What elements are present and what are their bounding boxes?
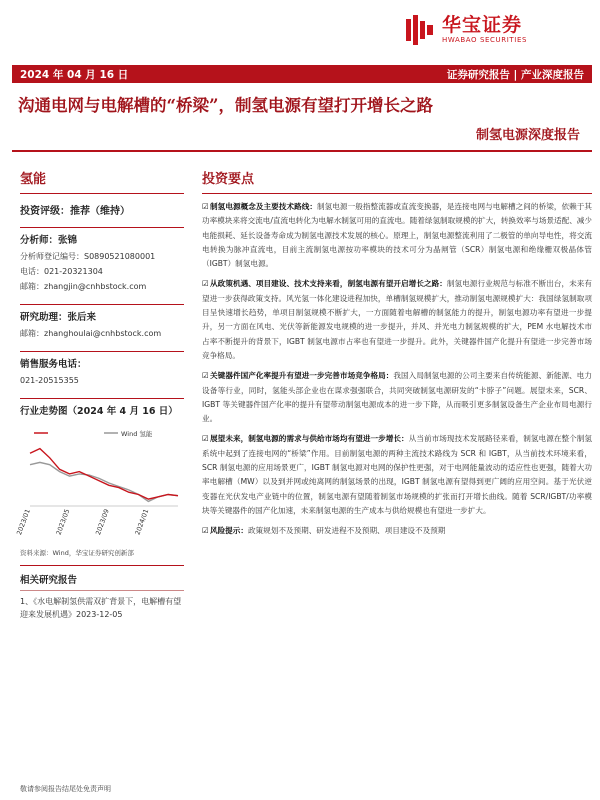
highlight-paragraph	[202, 369, 592, 426]
assistant-info	[20, 304, 184, 341]
series-line	[30, 449, 178, 500]
x-tick-label: 2023/05	[54, 507, 72, 537]
paragraph-body: 制氢电源行业规范与标准不断出台，未来有望进一步获得政策支持。风光氢一体化建设进程加快，单槽制氢规模扩大，推动制氢电源规模扩大：我国绿氢制取项目呈快速增长趋势，单项目制氢规模不断扩大，一方面随着电解槽的制氢能力的提升，制氢电源功率有望进一步提升，另一方面在风电、光伏等新能源发电规模的进一步提升，并风、并光电力制氢规模的扩大，PEM 水电解技术市占率不断提升的背景下，IGBT 制氢电源市占率也有望进一步提升。此外，关键器件国产化提升有望进一步完善市场竞争格局。	[202, 279, 593, 360]
brand-mark-icon	[404, 15, 436, 45]
sidebar	[15, 168, 184, 621]
check-mark-icon: ☑	[202, 279, 209, 289]
header-bar	[12, 65, 592, 83]
brand-name-cn: 华宝证券	[442, 14, 523, 36]
trend-chart-svg	[15, 426, 184, 546]
report-type: 证券研究报告 | 产业深度报告	[446, 69, 584, 81]
assistant-name: 研究助理：张后来	[20, 312, 97, 323]
check-mark-icon: ☑	[202, 202, 209, 211]
check-mark-icon: ☑	[202, 434, 209, 444]
related-report-item[interactable]: 1、《水电解制氢供需双扩背景下，电解槽有望迎来发展机遇》2023-12-05	[20, 590, 184, 621]
risk-paragraph	[202, 524, 592, 538]
sales-info	[20, 351, 184, 388]
report-date: 2024 年 04 月 16 日	[20, 69, 129, 81]
highlight-paragraph	[202, 277, 592, 363]
paragraph-lead: 风险提示：	[210, 526, 248, 536]
footer-disclaimer: 敬请参阅报告结尾处免责声明	[20, 785, 111, 793]
trend-section	[15, 398, 184, 557]
title-divider	[12, 150, 592, 152]
sales-label: 销售服务电话：	[20, 359, 87, 370]
x-tick-label: 2023/01	[15, 507, 32, 537]
investment-highlights-heading: 投资要点	[202, 168, 592, 194]
x-tick-label: 2024/01	[133, 507, 151, 537]
trend-title: 行业走势图（2024 年 4 月 16 日）	[20, 406, 178, 417]
investment-rating: 投资评级：推荐（维持）	[20, 206, 130, 217]
paragraph-lead: 制氢电源概念及主要技术路线：	[210, 202, 318, 211]
paragraph-body: 制氢电源一般指整流器或直流变换器，是连接电网与电解槽之间的桥梁，依赖于其功率模块来将交流电/直流电转化为电解水制氢可用的直流电。随着绿氢制取规模的扩大，转换效率与场景适配、减少电能损耗、延长设备寿命成为制氢电源技术发展的核心。原理上，制氢电源整流利用了二极管的单向导电性，将交流电转换为脉冲直流电，目前主流制氢电源按功率模块的技术可分为晶闸管（SCR）制氢电源和绝缘栅双极晶体管（IGBT）制氢电源。	[202, 202, 593, 269]
check-mark-icon: ☑	[202, 526, 209, 536]
related-reports-title: 相关研究报告	[20, 565, 184, 586]
highlight-paragraph	[202, 200, 592, 271]
analyst-info	[20, 227, 184, 294]
sector-label: 氢能	[20, 168, 184, 194]
check-mark-icon: ☑	[202, 371, 209, 381]
paragraph-lead: 展望未来，制氢电源的需求与供给市场均有望进一步增长：	[210, 434, 409, 444]
main-content	[202, 168, 592, 539]
chart-source: 资料来源：Wind，华宝证券研究创新部	[20, 549, 134, 557]
analyst-name: 分析师：张锦	[20, 235, 78, 246]
paragraph-lead: 关键器件国产化率提升有望进一步完善市场竞争格局：	[210, 371, 394, 381]
sales-phone: 021-20515355	[20, 376, 79, 385]
analyst-email[interactable]: 邮箱：zhangjin@cnhbstock.com	[20, 282, 147, 291]
analyst-cert: 分析师登记编号：S0890521080001	[20, 252, 156, 261]
analyst-phone: 电话：021-20321304	[20, 267, 103, 276]
paragraph-body: 从当前市场现技术发展路径来看，制氢电源在整个制氢系统中起到了连接电网的“桥梁”作用。目前制氢电源的两种主流技术路线为 SCR 和 IGBT，从当前技术环境来看，SCR 制氢电源的应用场景更广，IGBT 制氢电源对电网的保护性更强，对于电网能量波动的适应性也更强，随着大功率电解槽（MW）以及到并网或纯离网的制氢场景的出现，IGBT 制氢电源有望得到更广阔的应用空间。基于光伏逆变器在光伏发电产业链中的位置，制氢电源有望随着制氢市场规模的扩张而打开增长曲线。随着 SCR/IGBT/功率模块等关键器件的国产化加速，未来制氢电源的生产成本与供给规模也有望进一步扩大。	[202, 434, 592, 515]
legend-label: Wind 氢能	[121, 430, 153, 438]
trend-chart	[15, 426, 184, 546]
paragraph-body: 政策规划不及预期、研发进程不及预期、项目建设不及预期	[247, 526, 446, 536]
paragraph-body: 我国入局制氢电源的公司主要来自传统能源、新能源、电力设备等行业，同时，氢能头部企业也在谋求强强联合，共同突破制氢电源研发的“卡脖子”问题。展望未来，SCR、IGBT 等关键器件国产化率的提升有望带动制氢电源成本的进一步下降，从而吸引更多制氢设备生产企业布局电源行业。	[202, 371, 592, 424]
company-logo	[404, 14, 527, 45]
paragraph-lead: 从政策机遇、项目建设、技术支持来看，制氢电源有望开启增长之路：	[210, 279, 447, 289]
assistant-email[interactable]: 邮箱：zhanghoulai@cnhbstock.com	[20, 329, 162, 338]
page-title: 沟通电网与电解槽的“桥梁”，制氢电源有望打开增长之路	[18, 96, 433, 115]
brand-name-en: HWABAO SECURITIES	[442, 36, 528, 44]
highlight-paragraph	[202, 432, 592, 518]
page-subtitle: 制氢电源深度报告	[475, 128, 580, 143]
x-tick-label: 2023/09	[94, 507, 111, 537]
series-line	[30, 462, 178, 501]
